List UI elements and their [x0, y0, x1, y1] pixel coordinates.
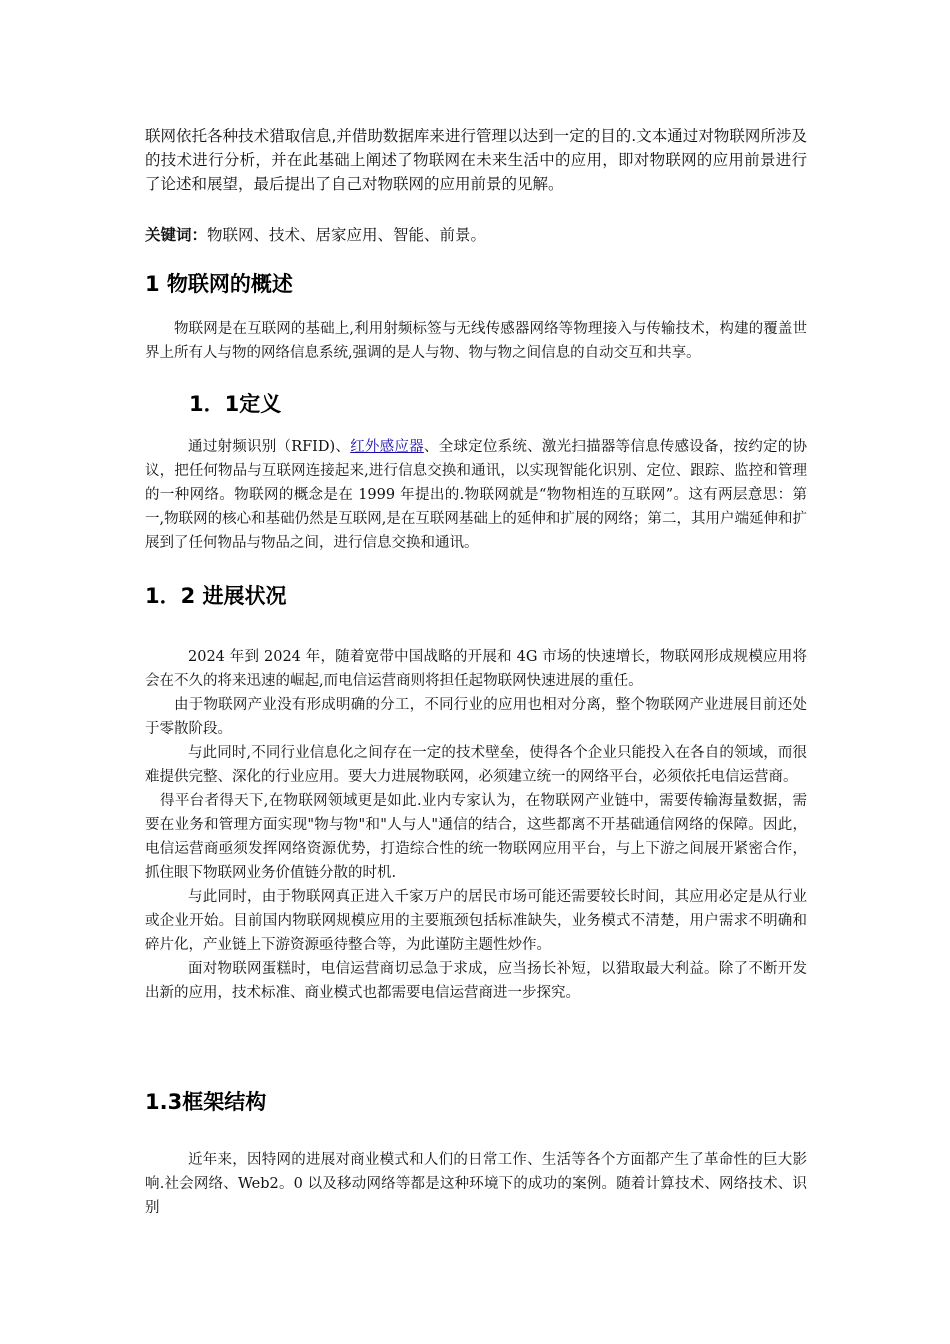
section-1-2-para-2: 由于物联网产业没有形成明确的分工，不同行业的应用也相对分离，整个物联网产业进展目前还处于零散阶段。 [145, 697, 807, 737]
keywords-label: 关键词 [145, 226, 192, 244]
section-1-2-heading: 1．2 进展状况 [145, 584, 287, 608]
section-1-3-paragraph [145, 1148, 807, 1220]
keywords-line [145, 223, 807, 247]
section-1-1-heading: 1．1定义 [189, 392, 282, 416]
section-1-3-text: 近年来，因特网的进展对商业模式和人们的日常工作、生活等各个方面都产生了革命性的巨大影响.社会网络、Web2。0 以及移动网络等都是这种环境下的成功的案例。随着计算技术、网络技术、识别 [145, 1152, 807, 1216]
infrared-sensor-link[interactable]: 红外感应器 [350, 439, 424, 455]
keywords-text: 物联网、技术、居家应用、智能、前景。 [207, 226, 487, 244]
section-1-1-text [145, 435, 807, 555]
section-1-2-para-5: 与此同时，由于物联网真正进入千家万户的居民市场可能还需要较长时间，其应用必定是从行业或企业开始。目前国内物联网规模应用的主要瓶颈包括标准缺失，业务模式不清楚，用户需求不明确和碎片化，产业链上下游资源亟待整合等，为此谨防主题性炒作。 [145, 889, 807, 953]
section-1-1-text-after: 、全球定位系统、激光扫描器等信息传感设备，按约定的协议，把任何物品与互联网连接起来,进行信息交换和通讯，以实现智能化识别、定位、跟踪、监控和管理的一种网络。物联网的概念是在 1999 年提出的.物联网就是“物物相连的互联网”。这有两层意思：第一,物联网的核心和基础仍然是互联网,是在互联网基础上的延伸和扩展的网络；第二，其用户端延伸和扩展到了任何物品与物品之间，进行信息交换和通讯。 [145, 439, 807, 551]
section-1-1-text-before: 通过射频识别（RFID)、 [188, 439, 351, 455]
section-1-2-para-6: 面对物联网蛋糕时，电信运营商切忌急于求成，应当扬长补短，以猎取最大利益。除了不断开发出新的应用，技术标准、商业模式也都需要电信运营商进一步探究。 [145, 961, 807, 1001]
section-1-1-paragraph [145, 435, 807, 555]
section-1-2-para-4: 得平台者得天下,在物联网领域更是如此.业内专家认为，在物联网产业链中，需要传输海量数据，需要在业务和管理方面实现"物与物"和"人与人"通信的结合，这些都离不开基础通信网络的保障。因此，电信运营商亟须发挥网络资源优势，打造综合性的统一物联网应用平台，与上下游之间展开紧密合作，抓住眼下物联网业务价值链分散的时机. [145, 793, 807, 881]
section-1-paragraph [145, 317, 807, 365]
section-1-2-para-1: 2024 年到 2024 年，随着宽带中国战略的开展和 4G 市场的快速增长，物联网形成规模应用将会在不久的将来迅速的崛起,而电信运营商则将担任起物联网快速进展的重任。 [145, 649, 807, 689]
section-1-2-para-3: 与此同时,不同行业信息化之间存在一定的技术壁垒，使得各个企业只能投入在各自的领域，而很难提供完整、深化的行业应用。要大力进展物联网，必须建立统一的网络平台，必须依托电信运营商。 [145, 745, 807, 785]
section-1-heading: 1 物联网的概述 [145, 272, 293, 296]
section-1-text: 物联网是在互联网的基础上,利用射频标签与无线传感器网络等物理接入与传输技术，构建的覆盖世界上所有人与物的网络信息系统,强调的是人与物、物与物之间信息的自动交互和共享。 [145, 321, 807, 361]
intro-paragraph [145, 124, 807, 196]
section-1-3-heading: 1.3框架结构 [145, 1090, 267, 1114]
section-1-2-paragraphs [145, 645, 807, 1005]
intro-text: 联网依托各种技术猎取信息,并借助数据库来进行管理以达到一定的目的.文本通过对物联网所涉及的技术进行分析，并在此基础上阐述了物联网在未来生活中的应用，即对物联网的应用前景进行了论述和展望，最后提出了自己对物联网的应用前景的见解。 [145, 127, 807, 193]
keywords-colon: ： [191, 226, 208, 244]
